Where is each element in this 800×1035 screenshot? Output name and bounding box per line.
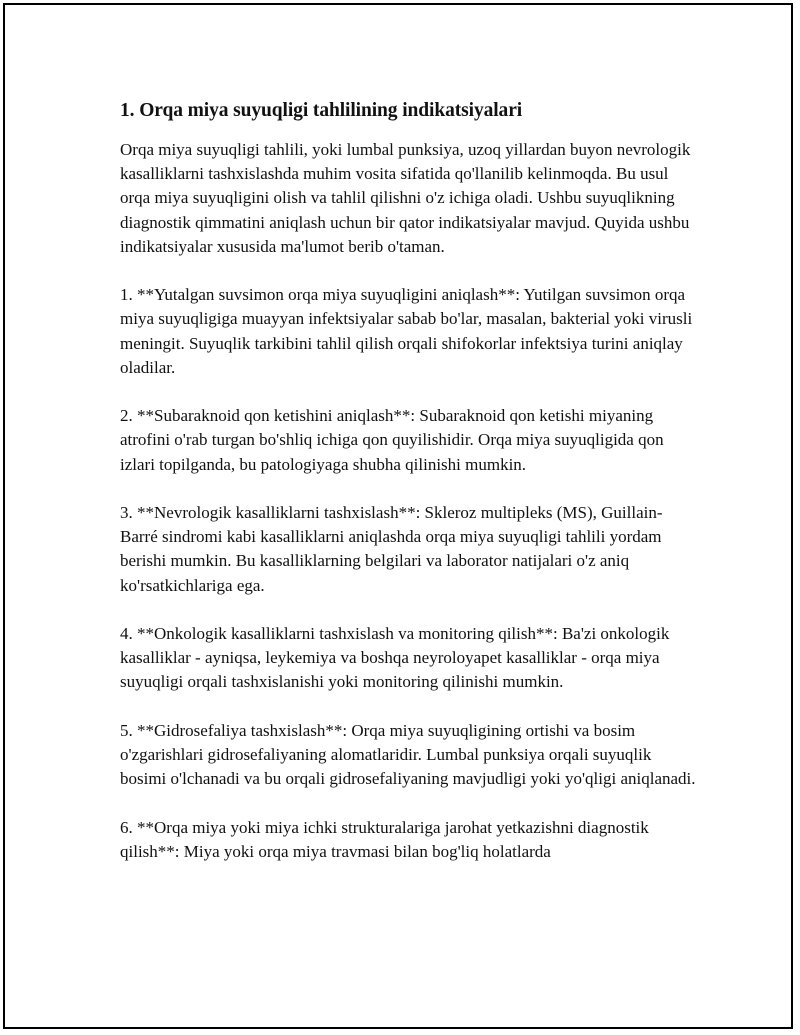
list-item: 5. **Gidrosefaliya tashxislash**: Orqa miya suyuqligining ortishi va bosim o'zgarishlari gidrosefaliyaning alomatlaridir. Lumbal punksiya orqali suyuqlik bosimi o'lchanadi va bu orqali gidrosefaliyaning mavjudligi yoki yo'qligi aniqlanadi.	[120, 720, 696, 789]
list-item: 4. **Onkologik kasalliklarni tashxislash va monitoring qilish**: Ba'zi onkologik kasalliklar - ayniqsa, leykemiya va boshqa neyroloyapet kasalliklar - orqa miya suyuqligi orqali tashxislanishi yoki monitoring qilinishi mumkin.	[120, 624, 670, 692]
page-border	[3, 3, 793, 1029]
section-heading: 1. Orqa miya suyuqligi tahlilining indikatsiyalari	[120, 100, 523, 121]
document-body	[120, 98, 700, 888]
list-item: 1. **Yutalgan suvsimon orqa miya suyuqligini aniqlash**: Yutilgan suvsimon orqa miya suyuqligiga muayyan infektsiyalar sabab bo'lar, masalan, bakterial yoki virusli meningit. Suyuqlik tarkibini tahlil qilish orqali shifokorlar infektsiya turini aniqlay oladilar.	[120, 285, 693, 377]
list-item: 6. **Orqa miya yoki miya ichki strukturalariga jarohat yetkazishni diagnostik qilish**: Miya yoki orqa miya travmasi bilan bog'liq holatlarda	[120, 817, 649, 861]
list-item: 2. **Subaraknoid qon ketishini aniqlash**: Subaraknoid qon ketishi miyaning atrofini o'rab turgan bo'shliq ichiga qon quyilishidir. Orqa miya suyuqligida qon izlari topilganda, bu patologiyaga shubha qilinishi mumkin.	[120, 406, 664, 474]
intro-paragraph: Orqa miya suyuqligi tahlili, yoki lumbal punksiya, uzoq yillardan buyon nevrologik kasalliklarni tashxislashda muhim vosita sifatida qo'llanilib kelinmoqda. Bu usul orqa miya suyuqligini olish va tahlil qilishni o'z ichiga oladi. Ushbu suyuqlikning diagnostik qimmatini aniqlash uchun bir qator indikatsiyalar mavjud. Quyida ushbu indikatsiyalar xususida ma'lumot berib o'taman.	[120, 140, 691, 256]
list-item: 3. **Nevrologik kasalliklarni tashxislash**: Skleroz multipleks (MS), Guillain-Barré sindromi kabi kasalliklarni aniqlashda orqa miya suyuqligi tahlili yordam berishi mumkin. Bu kasalliklarning belgilari va laborator natijalari o'z aniq ko'rsatkichlariga ega.	[120, 503, 663, 595]
